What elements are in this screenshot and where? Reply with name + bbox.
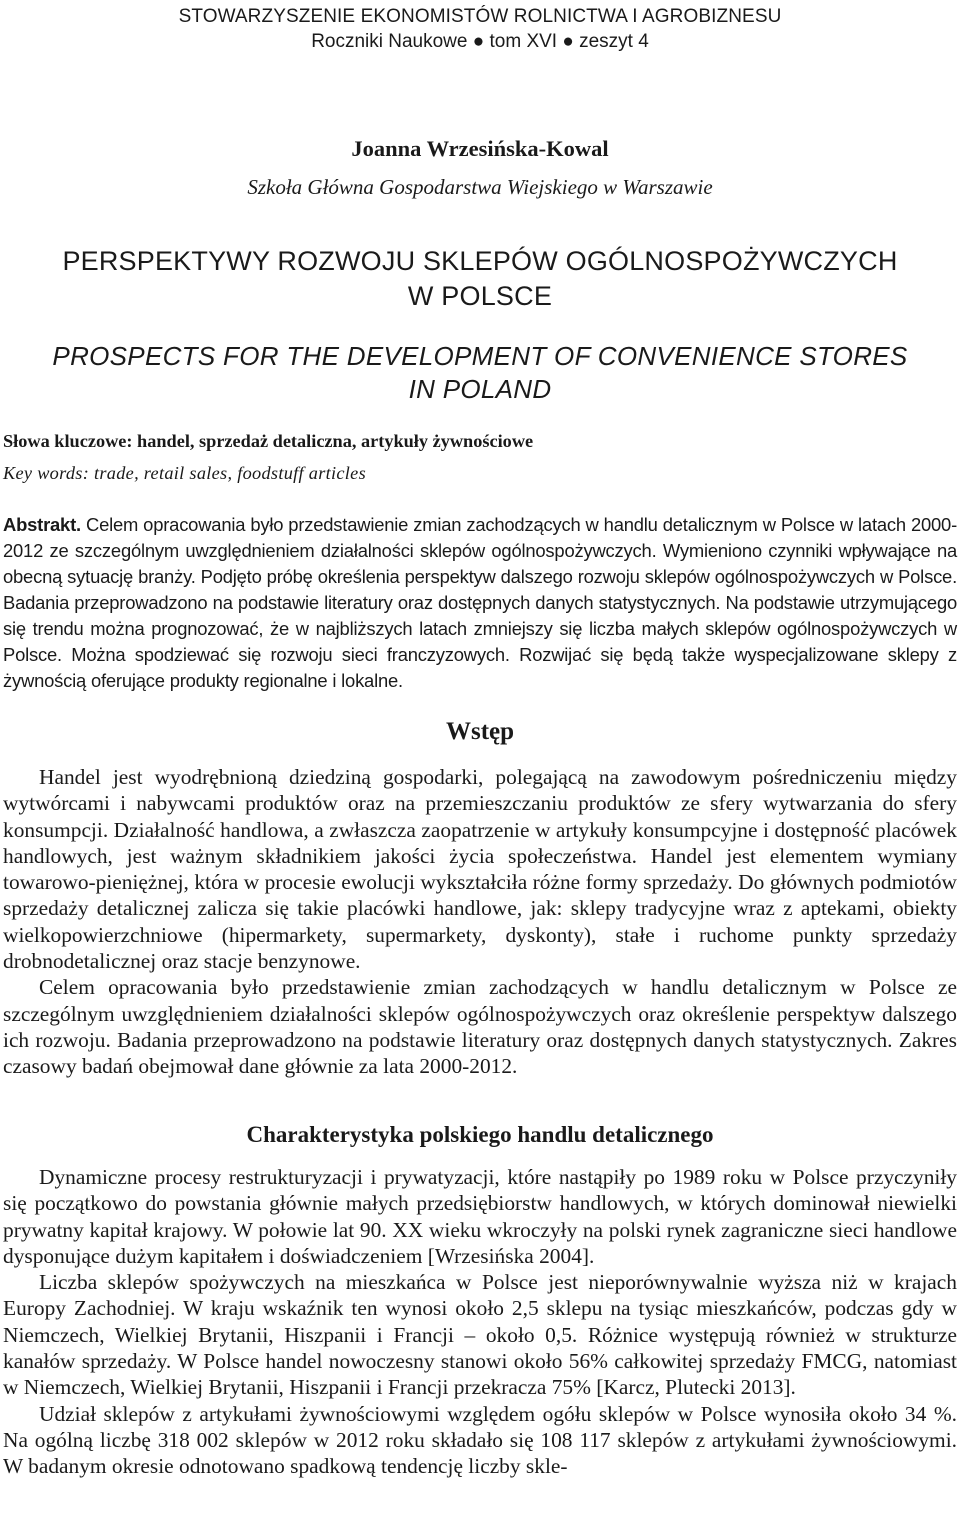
title-polish bbox=[0, 244, 960, 314]
intro-body bbox=[3, 764, 957, 1080]
section-heading-retail: Charakterystyka polskiego handlu detalicznego bbox=[246, 1122, 714, 1147]
abstract-label: Abstrakt. bbox=[3, 514, 81, 535]
title-english-line-2: IN POLAND bbox=[408, 374, 552, 404]
author-affiliation: Szkoła Główna Gospodarstwa Wiejskiego w Warszawie bbox=[247, 175, 713, 199]
paragraph: Liczba sklepów spożywczych na mieszkańca w Polsce jest nieporównywalnie wyższa niż w krajach Europy Zachodniej. W kraju wskaźnik ten wynosi około 2,5 sklepu na tysiąc mieszkańców, podczas gdy w Niemczech, Wielkiej Brytanii, Hiszpanii i Francji – około 0,5. Różnice występują również w strukturze kanałów sprzedaży. W Polsce handel nowoczesny stanowi około 56% całkowitej sprzedaży FMCG, natomiast w Niemczech, Wielkiej Brytanii, Hiszpanii i Francji przekracza 75% [Karcz, Plutecki 2013]. bbox=[3, 1270, 957, 1400]
title-polish-line-2: W POLSCE bbox=[407, 281, 553, 311]
journal-society: STOWARZYSZENIE EKONOMISTÓW ROLNICTWA I AGROBIZNESU bbox=[178, 6, 782, 27]
title-english bbox=[0, 340, 960, 406]
journal-series: Roczniki Naukowe ● tom XVI ● zeszyt 4 bbox=[311, 31, 649, 52]
title-english-line-1: PROSPECTS FOR THE DEVELOPMENT OF CONVENIENCE STORES bbox=[52, 341, 908, 371]
author-name: Joanna Wrzesińska-Kowal bbox=[351, 136, 609, 161]
title-polish-line-1: PERSPEKTYWY ROZWOJU SKLEPÓW OGÓLNOSPOŻYWCZYCH bbox=[62, 246, 898, 276]
section-heading-intro: Wstęp bbox=[445, 718, 515, 745]
abstract bbox=[3, 512, 957, 694]
retail-body bbox=[3, 1164, 957, 1480]
paragraph: Handel jest wyodrębnioną dziedziną gospodarki, polegającą na zawodowym pośredniczeniu między wytwórcami i nabywcami produktów oraz na przemieszczaniu produktów ze sfery wytwarzania do sfery konsumpcji. Działalność handlowa, a zwłaszcza zaopatrzenie w artykuły konsumpcyjne i dostępność placówek handlowych, jest ważnym składnikiem jakości życia społeczeństwa. Handel jest elementem wymiany towarowo-pieniężnej, która w procesie ewolucji wykształciła różne formy sprzedaży. Do głównych podmiotów sprzedaży detalicznej zalicza się takie placówki handlowe, jak: sklepy tradycyjne wraz z aptekami, obiekty wielkopowierzchniowe (hipermarkety, supermarkety, dyskonty), stałe i ruchome punkty sprzedaży drobnodetalicznej oraz stacje benzynowe. bbox=[3, 765, 957, 974]
paragraph: Celem opracowania było przedstawienie zmian zachodzących w handlu detalicznym w Polsce ze szczególnym uwzględnieniem działalności sklepów ogólnospożywczych oraz określenie perspektyw dalszego ich rozwoju. Badania przeprowadzono na podstawie literatury oraz dostępnych danych statystycznych. Zakres czasowy badań obejmował dane głównie za lata 2000-2012. bbox=[3, 975, 957, 1079]
abstract-text: Celem opracowania było przedstawienie zmian zachodzących w handlu detalicznym w Polsce w latach 2000-2012 ze szczególnym uwzględnieniem działalności sklepów ogólnospożywczych. Wymieniono czynniki wpływające na obecną sytuację branży. Podjęto próbę określenia perspektyw dalszego rozwoju sklepów ogólnospożywczych w Polsce. Badania przeprowadzono na podstawie literatury oraz dostępnych danych statystycznych. Na podstawie utrzymującego się trendu można prognozować, że w najbliższych latach zmniejszy się liczba małych sklepów ogólnospożywczych w Polsce. Można spodziewać się rozwoju sieci franczyzowych. Rozwijać się będą także wyspecjalizowane sklepy z żywnością oferujące produkty regionalne i lokalne. bbox=[3, 514, 957, 691]
paragraph: Udział sklepów z artykułami żywnościowymi względem ogółu sklepów w Polsce wynosiła około 34 %. Na ogólną liczbę 318 002 sklepów w 2012 roku składało się 108 117 sklepów z artykułami żywnościowymi. W badanym okresie odnotowano spadkową tendencję liczby skle- bbox=[3, 1401, 957, 1479]
paragraph: Dynamiczne procesy restrukturyzacji i prywatyzacji, które nastąpiły po 1989 roku w Polsce przyczyniły się początkowo do powstania głównie małych przedsiębiorstw handlowych, w których dominował niewielki prywatny kapitał krajowy. W połowie lat 90. XX wieku wkroczyły na polski rynek zagraniczne sieci handlowe dysponujące dużym kapitałem i doświadczeniem [Wrzesińska 2004]. bbox=[3, 1165, 957, 1268]
keywords-english: Key words: trade, retail sales, foodstuff articles bbox=[3, 463, 367, 483]
keywords-polish: Słowa kluczowe: handel, sprzedaż detaliczna, artykuły żywnościowe bbox=[3, 431, 534, 451]
